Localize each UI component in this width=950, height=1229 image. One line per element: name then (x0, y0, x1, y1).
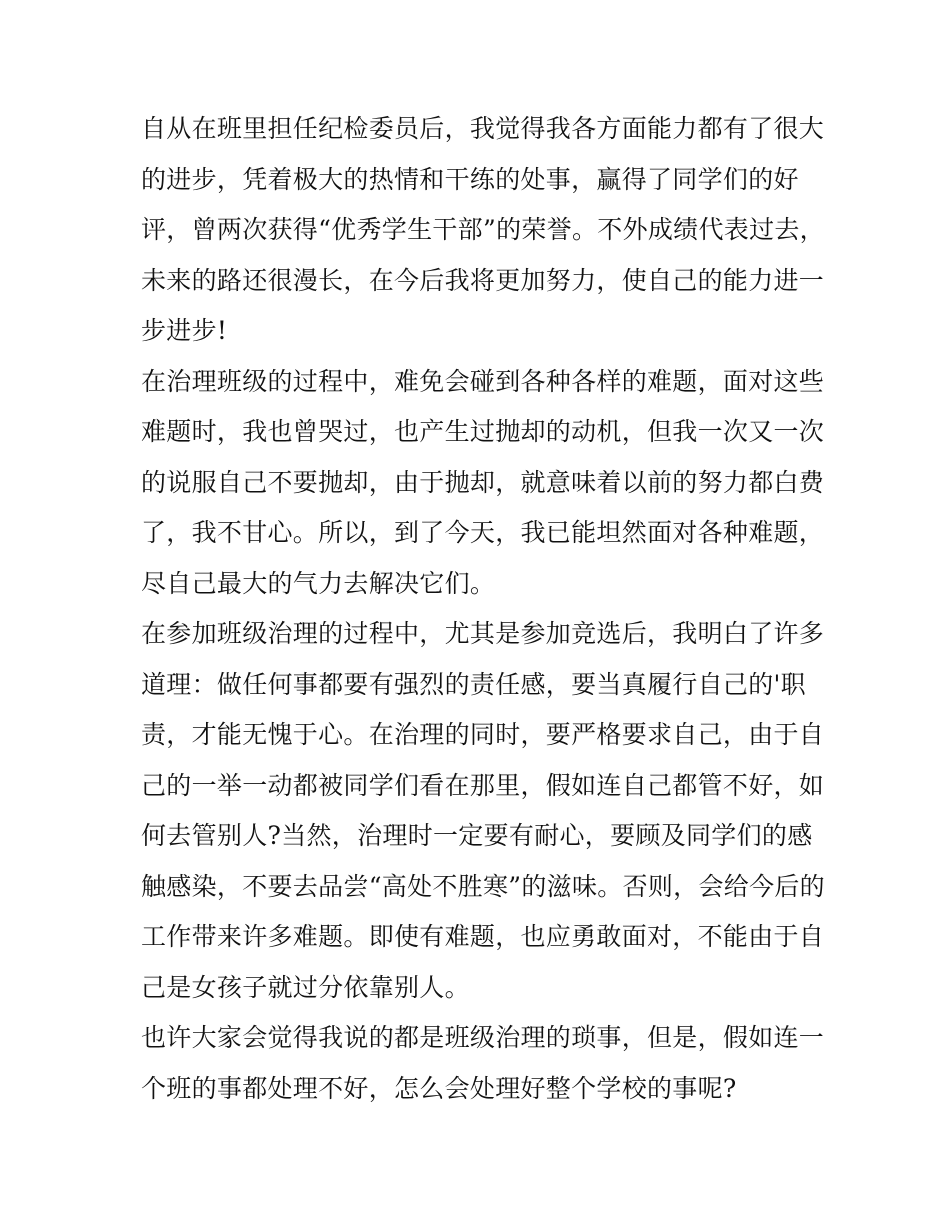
text-line: 工作带来许多难题。即使有难题，也应勇敢面对，不能由于自 (141, 922, 825, 951)
document-body (141, 104, 825, 1114)
text-line: 尽自己最大的气力去解决它们。 (141, 568, 496, 598)
text-line: 未来的路还很漫长，在今后我将更加努力，使自己的能力进一 (141, 265, 825, 295)
text-line: 了，我不甘心。所以，到了今天，我已能坦然面对各种难题， (141, 518, 825, 547)
text-line: 自从在班里担任纪检委员后，我觉得我各方面能力都有了很大 (141, 114, 825, 143)
text-line: 何去管别人?当然，治理时一定要有耐心，要顾及同学们的感 (141, 821, 813, 850)
text-line: 在治理班级的过程中，难免会碰到各种各样的难题，面对这些 (141, 366, 825, 396)
text-line: 的说服自己不要抛却，由于抛却，就意味着以前的努力都白费 (141, 467, 825, 497)
text-line: 个班的事都处理不好，怎么会处理好整个学校的事呢? (141, 1073, 737, 1103)
text-line: 评，曾两次获得“优秀学生干部”的荣誉。不外成绩代表过去， (141, 215, 825, 244)
text-line: 在参加班级治理的过程中，尤其是参加竞选后，我明白了许多 (141, 619, 825, 648)
paragraph-1 (141, 104, 825, 357)
paragraph-3 (141, 609, 825, 1013)
text-line: 责，才能无愧于心。在治理的同时，要严格要求自己，由于自 (141, 720, 825, 749)
text-line: 也许大家会觉得我说的都是班级治理的琐事，但是，假如连一 (141, 1023, 825, 1052)
text-line: 触感染，不要去品尝“高处不胜寒”的滋味。否则，会给今后的 (141, 871, 825, 901)
text-line: 己是女孩子就过分依靠别人。 (141, 972, 470, 1002)
text-line: 难题时，我也曾哭过，也产生过抛却的动机，但我一次又一次 (141, 417, 825, 446)
paragraph-4 (141, 1013, 825, 1114)
text-line: 己的一举一动都被同学们看在那里，假如连自己都管不好，如 (141, 770, 825, 800)
paragraph-2 (141, 357, 825, 610)
text-line: 的进步，凭着极大的热情和干练的处事，赢得了同学们的好 (141, 164, 799, 194)
text-line: 步进步! (141, 316, 228, 345)
text-line: 道理：做任何事都要有强烈的责任感，要当真履行自己的'职 (141, 669, 806, 699)
